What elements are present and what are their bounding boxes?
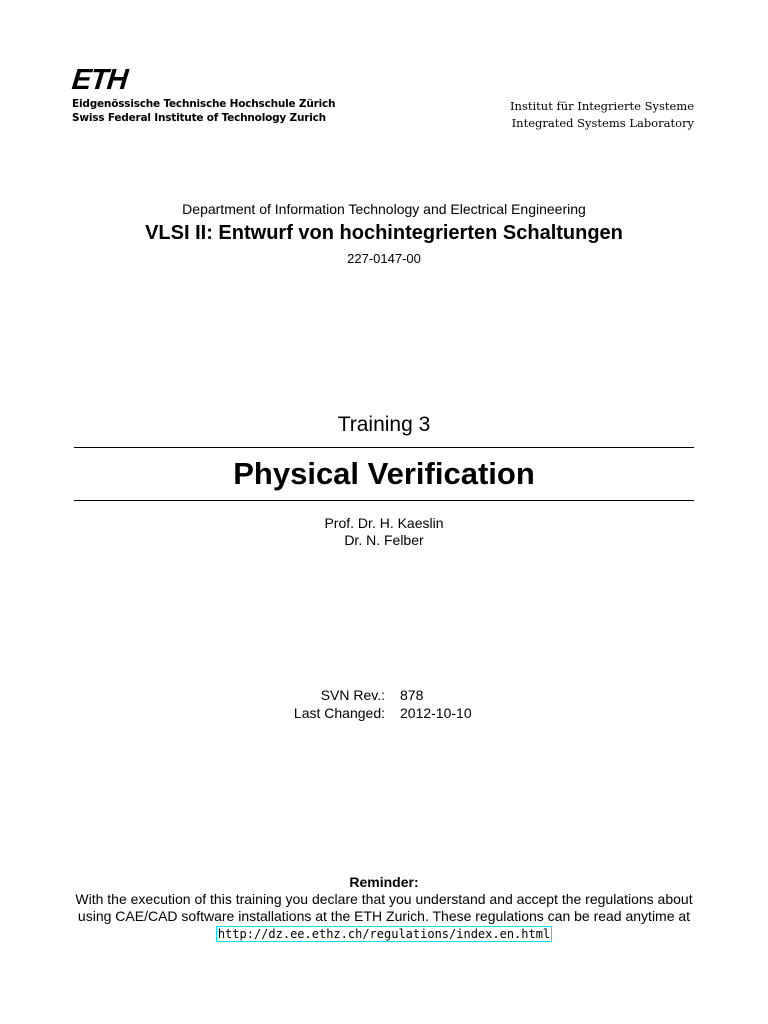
author-name: Prof. Dr. H. Kaeslin xyxy=(324,515,444,531)
eth-logo-line-english: Swiss Federal Institute of Technology Zurich xyxy=(72,112,326,124)
department-name: Department of Information Technology and Electrical Engineering xyxy=(182,201,586,217)
title-rule-bottom xyxy=(74,500,694,501)
institute-block xyxy=(510,98,694,132)
last-changed-value: 2012-10-10 xyxy=(400,705,472,721)
revision-info xyxy=(0,686,768,722)
svn-revision-value: 878 xyxy=(400,687,424,703)
reminder-line: using CAE/CAD software installations at the ETH Zurich. These regulations can be read anytime at xyxy=(77,908,691,924)
eth-logo-wordmark: ETH xyxy=(70,64,129,96)
last-changed-label: Last Changed: xyxy=(293,705,385,721)
document-title: Physical Verification xyxy=(233,456,535,491)
reminder-heading: Reminder: xyxy=(349,874,419,890)
author-name: Dr. N. Felber xyxy=(344,532,424,548)
svn-revision-label: SVN Rev.: xyxy=(320,687,385,703)
eth-logo-line-german: Eidgenössische Technische Hochschule Zürich xyxy=(72,98,336,110)
regulations-link[interactable]: http://dz.ee.ethz.ch/regulations/index.en.html xyxy=(217,927,551,941)
last-changed-row xyxy=(0,704,768,722)
institute-name-german: Institut für Integrierte Systeme xyxy=(510,99,694,113)
training-label: Training 3 xyxy=(337,413,431,436)
reminder-line: With the execution of this training you declare that you understand and accept the regulations about xyxy=(75,891,693,907)
regulations-link-container xyxy=(0,925,768,943)
svn-revision-row xyxy=(0,686,768,704)
course-title: VLSI II: Entwurf von hochintegrierten Schaltungen xyxy=(145,222,623,244)
institute-name-english: Integrated Systems Laboratory xyxy=(511,116,694,130)
reminder-text xyxy=(0,891,768,925)
title-rule-top xyxy=(74,447,694,448)
course-number: 227-0147-00 xyxy=(347,251,421,266)
